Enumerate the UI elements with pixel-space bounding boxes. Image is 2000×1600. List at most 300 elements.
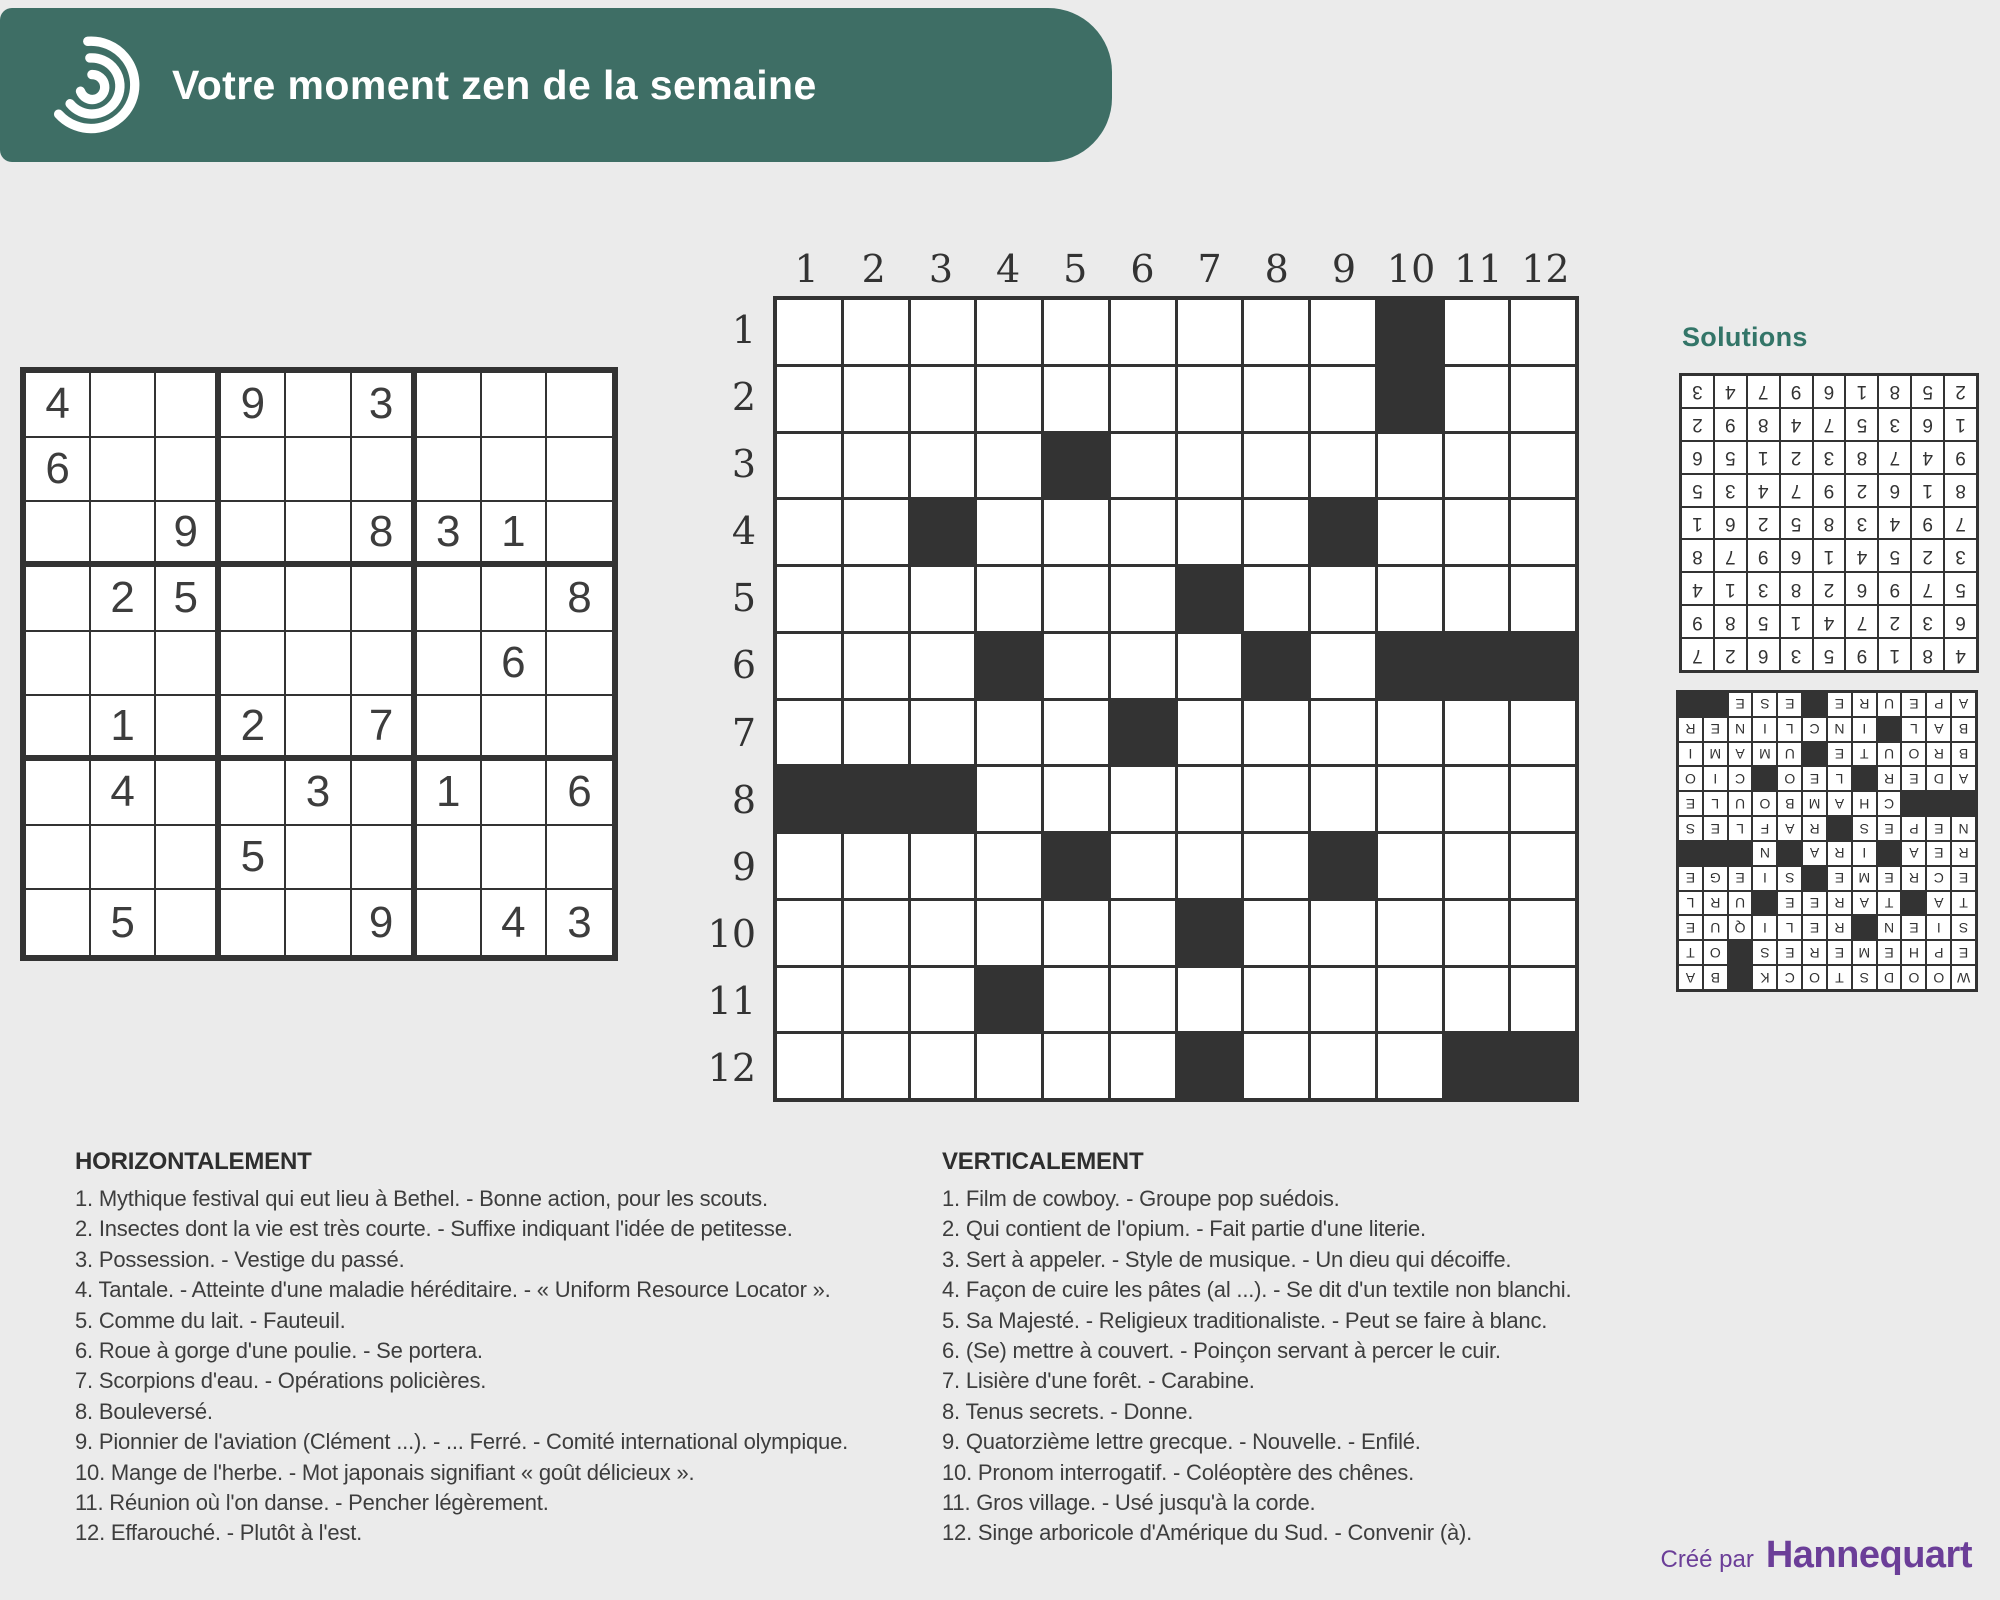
- crossword-cell: [777, 767, 841, 831]
- vertical-clues-list: [942, 1184, 1571, 1549]
- crossword-column-number: 6: [1130, 247, 1155, 291]
- sudoku-cell: [417, 696, 482, 761]
- crossword-cell: [1178, 300, 1242, 364]
- crossword-cell: [777, 1034, 841, 1098]
- sudoku-solution-cell: 3: [1682, 376, 1713, 407]
- crossword-cell: [1311, 300, 1375, 364]
- crossword-row-number: 10: [707, 912, 756, 957]
- sudoku-cell: [417, 632, 482, 697]
- crossword-cell: [1311, 634, 1375, 698]
- crossword-solution-cell: E: [1828, 867, 1851, 890]
- clue-line: 12. Singe arboricole d'Amérique du Sud. - Convenir (à).: [942, 1520, 1473, 1546]
- crossword-cell: [911, 434, 975, 498]
- clue-line: 1. Film de cowboy. - Groupe pop suédois.: [942, 1186, 1340, 1211]
- crossword-cell: [1511, 834, 1575, 898]
- sudoku-cell: [352, 826, 417, 891]
- crossword-solution-cell: U: [1729, 892, 1752, 915]
- crossword-solution-cell: T: [1828, 966, 1851, 989]
- crossword-solution-cell: I: [1754, 867, 1777, 890]
- crossword-cell: [1311, 767, 1375, 831]
- crossword-column-number: 10: [1386, 247, 1436, 291]
- crossword-cell: [1044, 701, 1108, 765]
- crossword-row-number: 3: [731, 441, 756, 486]
- crossword-solution-cell: [1729, 842, 1752, 865]
- sudoku-solution-cell: 5: [1846, 409, 1877, 440]
- crossword-cell: [844, 834, 908, 898]
- sudoku-cell: 6: [26, 438, 91, 503]
- sudoku-cell: [547, 826, 612, 891]
- crossword-solution-cell: I: [1679, 743, 1702, 766]
- sudoku-cell: [286, 567, 351, 632]
- crossword-cell: [1244, 701, 1308, 765]
- sudoku-cell: [286, 438, 351, 503]
- sudoku-cell: [417, 826, 482, 891]
- crossword-solution-cell: S: [1679, 817, 1702, 840]
- crossword-cell: [1311, 567, 1375, 631]
- crossword-solution-cell: E: [1927, 842, 1950, 865]
- sudoku-cell: [156, 438, 221, 503]
- crossword-solution-cell: R: [1828, 842, 1851, 865]
- crossword-solution-cell: E: [1704, 817, 1727, 840]
- sudoku-cell: 6: [482, 632, 547, 697]
- crossword-solution-cell: R: [1803, 817, 1826, 840]
- crossword-solution-cell: S: [1778, 867, 1801, 890]
- crossword-cell: [1244, 367, 1308, 431]
- clue-line: 3. Sert à appeler. - Style de musique. - Un dieu qui décoiffe.: [942, 1246, 1512, 1272]
- sudoku-solution-cell: 6: [1814, 376, 1845, 407]
- crossword-cell: [1244, 567, 1308, 631]
- crossword-row-number: 12: [707, 1046, 756, 1091]
- crossword-solution-cell: A: [1853, 892, 1876, 915]
- crossword-solution-cell: [1828, 817, 1851, 840]
- crossword-cell: [1511, 634, 1575, 698]
- crossword-cell: [1111, 834, 1175, 898]
- crossword-cell: [911, 701, 975, 765]
- crossword-row-number: 1: [731, 307, 756, 352]
- crossword-cell: [1445, 500, 1509, 564]
- crossword-solution-cell: C: [1729, 768, 1752, 791]
- crossword-cell: [977, 968, 1041, 1032]
- crossword-cell: [1311, 434, 1375, 498]
- crossword-solution-cell: E: [1828, 743, 1851, 766]
- crossword-solution-cell: E: [1679, 917, 1702, 940]
- crossword-solution-cell: A: [1952, 768, 1975, 791]
- crossword-solution-cell: U: [1878, 743, 1901, 766]
- sudoku-solution-cell: 7: [1715, 540, 1746, 571]
- crossword-solution-cell: [1952, 792, 1975, 815]
- sudoku-solution-grid-rotated: [1679, 373, 1979, 673]
- sudoku-solution-cell: 8: [1781, 573, 1812, 604]
- sudoku-solution-cell: 5: [1682, 475, 1713, 506]
- sudoku-cell: 2: [221, 696, 286, 761]
- crossword-cell: [844, 767, 908, 831]
- crossword-cell: [911, 1034, 975, 1098]
- sudoku-cell: [352, 567, 417, 632]
- crossword-solution-cell: E: [1952, 867, 1975, 890]
- clue-line: 11. Gros village. - Usé jusqu'à la corde.: [942, 1490, 1316, 1516]
- crossword-cell: [1378, 367, 1442, 431]
- sudoku-cell: 7: [352, 696, 417, 761]
- clue-line: 10. Pronom interrogatif. - Coléoptère des chênes.: [942, 1459, 1415, 1485]
- sudoku-solution-cell: 9: [1912, 508, 1943, 539]
- sudoku-solution-cell: 9: [1682, 606, 1713, 637]
- crossword-solution-cell: U: [1729, 792, 1752, 815]
- sudoku-solution-cell: 2: [1781, 442, 1812, 473]
- crossword-solution-cell: P: [1927, 941, 1950, 964]
- crossword-solution-cell: [1729, 966, 1752, 989]
- crossword-cell: [1311, 500, 1375, 564]
- sudoku-cell: [417, 567, 482, 632]
- crossword-cell: [911, 968, 975, 1032]
- crossword-cell: [1378, 701, 1442, 765]
- crossword-solution-cell: L: [1903, 718, 1926, 741]
- crossword-solution-cell: [1704, 842, 1727, 865]
- sudoku-solution-cell: 1: [1846, 376, 1877, 407]
- crossword-solution-cell: K: [1754, 966, 1777, 989]
- sudoku-solution-cell: 3: [1879, 409, 1910, 440]
- sudoku-solution-cell: 6: [1748, 639, 1779, 670]
- sudoku-cell: 3: [567, 897, 592, 947]
- crossword-cell: [777, 300, 841, 364]
- crossword-cell: [1244, 500, 1308, 564]
- crossword-cell: [1511, 434, 1575, 498]
- sudoku-solution-cell: 8: [1748, 409, 1779, 440]
- crossword-solution-cell: T: [1878, 892, 1901, 915]
- sudoku-cell: [221, 438, 286, 503]
- sudoku-solution-cell: 5: [1912, 376, 1943, 407]
- sudoku-cell: [547, 373, 612, 438]
- crossword-cell: [1111, 367, 1175, 431]
- crossword-cell: [1378, 901, 1442, 965]
- crossword-cell: [1111, 500, 1175, 564]
- sudoku-solution-cell: 2: [1814, 573, 1845, 604]
- crossword-solution-cell: E: [1803, 892, 1826, 915]
- sudoku-solution-cell: 6: [1781, 540, 1812, 571]
- crossword-solution-cell: C: [1778, 966, 1801, 989]
- sudoku-cell: [91, 632, 156, 697]
- sudoku-cell: [417, 438, 482, 503]
- crossword-solution-cell: R: [1878, 768, 1901, 791]
- crossword-solution-grid-rotated: [1676, 690, 1978, 992]
- crossword-solution-cell: L: [1729, 817, 1752, 840]
- crossword-puzzle-grid: [773, 296, 1579, 1102]
- crossword-solution-cell: E: [1729, 693, 1752, 716]
- crossword-cell: [1378, 834, 1442, 898]
- crossword-solution-cell: N: [1729, 718, 1752, 741]
- sudoku-cell: [482, 761, 547, 826]
- crossword-solution-cell: [1754, 768, 1777, 791]
- crossword-cell: [1178, 634, 1242, 698]
- crossword-cell: [1511, 1034, 1575, 1098]
- crossword-cell: [1511, 300, 1575, 364]
- sudoku-solution-cell: 9: [1945, 442, 1976, 473]
- sudoku-cell: 3: [286, 761, 351, 826]
- sudoku-cell: 4: [482, 890, 547, 955]
- sudoku-cell: [26, 696, 91, 761]
- sudoku-solution-cell: 1: [1879, 639, 1910, 670]
- clue-line: 6. (Se) mettre à couvert. - Poinçon servant à percer le cuir.: [942, 1338, 1501, 1364]
- crossword-row-number: 4: [731, 509, 756, 554]
- clue-line: 9. Pionnier de l'aviation (Clément ...). - ... Ferré. - Comité international olympique.: [75, 1429, 849, 1455]
- sudoku-cell: [156, 890, 221, 955]
- crossword-cell: [1111, 701, 1175, 765]
- crossword-row-number: 11: [707, 979, 756, 1024]
- sudoku-solution-cell: 8: [1814, 508, 1845, 539]
- crossword-solution-cell: L: [1778, 718, 1801, 741]
- crossword-cell: [1511, 567, 1575, 631]
- crossword-solution-cell: U: [1704, 917, 1727, 940]
- clue-line: 7. Scorpions d'eau. - Opérations policières.: [75, 1368, 487, 1394]
- crossword-cell: [1311, 1034, 1375, 1098]
- clue-line: 2. Insectes dont la vie est très courte. - Suffixe indiquant l'idée de petitesse.: [75, 1216, 793, 1242]
- sudoku-cell: [286, 826, 351, 891]
- crossword-cell: [1445, 1034, 1509, 1098]
- crossword-column-numbers: [773, 232, 1579, 291]
- sudoku-solution-cell: 7: [1748, 376, 1779, 407]
- crossword-solution-cell: H: [1853, 792, 1876, 815]
- crossword-cell: [1311, 901, 1375, 965]
- crossword-solution-cell: M: [1704, 743, 1727, 766]
- sudoku-solution-cell: 6: [1945, 606, 1976, 637]
- crossword-solution-cell: R: [1679, 718, 1702, 741]
- crossword-solution-cell: [1853, 917, 1876, 940]
- crossword-cell: [1178, 701, 1242, 765]
- crossword-solution-cell: S: [1853, 817, 1876, 840]
- crossword-cell: [977, 567, 1041, 631]
- crossword-cell: [911, 300, 975, 364]
- crossword-cell: [977, 300, 1041, 364]
- crossword-solution-cell: A: [1778, 817, 1801, 840]
- crossword-solution-cell: M: [1803, 792, 1826, 815]
- crossword-cell: [1044, 500, 1108, 564]
- crossword-cell: [1178, 500, 1242, 564]
- crossword-solution-cell: R: [1903, 867, 1926, 890]
- crossword-cell: [844, 901, 908, 965]
- crossword-row-numbers: [698, 296, 756, 1102]
- crossword-cell: [1244, 434, 1308, 498]
- crossword-cell: [1378, 1034, 1442, 1098]
- sudoku-cell: 2: [91, 567, 156, 632]
- crossword-solution-cell: L: [1679, 892, 1702, 915]
- sudoku-cell: [482, 438, 547, 503]
- sudoku-solution-cell: 2: [1748, 508, 1779, 539]
- crossword-solution-cell: E: [1903, 693, 1926, 716]
- sudoku-cell: [286, 890, 351, 955]
- crossword-cell: [1044, 767, 1108, 831]
- sudoku-solution-cell: 4: [1846, 540, 1877, 571]
- sudoku-solution-cell: 1: [1715, 573, 1746, 604]
- crossword-cell: [1378, 300, 1442, 364]
- crossword-solution-cell: S: [1754, 941, 1777, 964]
- sudoku-solution-cell: 2: [1945, 376, 1976, 407]
- sudoku-cell: [547, 502, 612, 567]
- crossword-column-number: 12: [1521, 247, 1570, 291]
- sudoku-solution-cell: 7: [1846, 606, 1877, 637]
- sudoku-solution-cell: 4: [1879, 508, 1910, 539]
- crossword-cell: [1445, 634, 1509, 698]
- crossword-solution-cell: D: [1927, 768, 1950, 791]
- crossword-solution-cell: [1704, 693, 1727, 716]
- crossword-solution-cell: N: [1754, 842, 1777, 865]
- clue-line: 6. Roue à gorge d'une poulie. - Se portera.: [75, 1338, 483, 1364]
- crossword-solution-cell: [1878, 842, 1901, 865]
- crossword-solution-cell: [1679, 693, 1702, 716]
- crossword-solution-cell: E: [1828, 941, 1851, 964]
- sudoku-cell: [91, 826, 156, 891]
- vertical-clues-title: VERTICALEMENT: [942, 1148, 1144, 1175]
- crossword-solution-cell: A: [1903, 842, 1926, 865]
- crossword-cell: [1178, 367, 1242, 431]
- clue-line: 2. Qui contient de l'opium. - Fait partie d'une literie.: [942, 1216, 1426, 1242]
- crossword-solution-cell: I: [1754, 718, 1777, 741]
- crossword-solution-cell: N: [1828, 718, 1851, 741]
- crossword-cell: [844, 968, 908, 1032]
- crossword-cell: [1044, 367, 1108, 431]
- clue-line: 8. Bouleversé.: [75, 1398, 213, 1424]
- crossword-cell: [1378, 634, 1442, 698]
- sudoku-cell: [482, 567, 547, 632]
- crossword-solution-cell: E: [1778, 693, 1801, 716]
- crossword-cell: [1178, 434, 1242, 498]
- crossword-solution-cell: M: [1853, 867, 1876, 890]
- sudoku-cell: [286, 373, 351, 438]
- sudoku-solution-cell: 2: [1846, 475, 1877, 506]
- crossword-cell: [1178, 767, 1242, 831]
- crossword-cell: [1044, 1034, 1108, 1098]
- crossword-cell: [1378, 434, 1442, 498]
- crossword-solution-cell: R: [1704, 892, 1727, 915]
- sudoku-solution-cell: 4: [1912, 442, 1943, 473]
- sudoku-solution-cell: 8: [1682, 540, 1713, 571]
- crossword-solution-cell: E: [1704, 718, 1727, 741]
- crossword-row-number: 5: [731, 576, 756, 621]
- crossword-cell: [1044, 300, 1108, 364]
- crossword-cell: [1378, 500, 1442, 564]
- crossword-cell: [1044, 901, 1108, 965]
- sudoku-cell: 3: [352, 373, 417, 438]
- sudoku-cell: [156, 826, 221, 891]
- sudoku-solution-cell: 1: [1748, 442, 1779, 473]
- crossword-solution-cell: R: [1927, 743, 1950, 766]
- crossword-solution-cell: R: [1952, 842, 1975, 865]
- crossword-cell: [1244, 300, 1308, 364]
- crossword-solution-cell: [1754, 892, 1777, 915]
- sudoku-cell: 9: [352, 890, 417, 955]
- crossword-solution-cell: T: [1679, 941, 1702, 964]
- sudoku-solution-cell: 7: [1945, 508, 1976, 539]
- crossword-cell: [844, 701, 908, 765]
- sudoku-solution-cell: 6: [1715, 508, 1746, 539]
- crossword-row-number: 8: [731, 777, 756, 822]
- sudoku-cell: [26, 632, 91, 697]
- crossword-solution-cell: I: [1927, 917, 1950, 940]
- crossword-column-number: 4: [995, 247, 1021, 291]
- crossword-cell: [1178, 1034, 1242, 1098]
- sudoku-cell: [26, 761, 91, 826]
- sudoku-cell: 6: [547, 761, 612, 826]
- crossword-column-number: 11: [1454, 247, 1503, 291]
- sudoku-puzzle-grid: [20, 367, 618, 961]
- crossword-cell: [1111, 567, 1175, 631]
- sudoku-cell: 4: [91, 761, 156, 826]
- crossword-cell: [1111, 634, 1175, 698]
- sudoku-cell: [26, 502, 91, 567]
- sudoku-solution-cell: 5: [1879, 540, 1910, 571]
- sudoku-solution-cell: 3: [1748, 573, 1779, 604]
- crossword-solution-cell: B: [1952, 743, 1975, 766]
- crossword-cell: [777, 500, 841, 564]
- crossword-row-number: 2: [731, 374, 756, 419]
- crossword-solution-cell: G: [1704, 867, 1727, 890]
- sudoku-solution-cell: 3: [1715, 475, 1746, 506]
- crossword-cell: [1111, 767, 1175, 831]
- crossword-solution-cell: E: [1878, 867, 1901, 890]
- sudoku-cell: 8: [352, 502, 417, 567]
- clue-line: 9. Quatorzième lettre grecque. - Nouvelle. - Enfilé.: [942, 1429, 1421, 1455]
- sudoku-cell: [482, 696, 547, 761]
- crossword-solution-cell: R: [1828, 892, 1851, 915]
- crossword-cell: [1311, 834, 1375, 898]
- crossword-solution-cell: Q: [1729, 917, 1752, 940]
- crossword-solution-cell: L: [1778, 917, 1801, 940]
- crossword-cell: [1044, 434, 1108, 498]
- crossword-solution-cell: O: [1927, 966, 1950, 989]
- sudoku-solution-cell: 5: [1781, 508, 1812, 539]
- solutions-title: Solutions: [1682, 322, 1808, 352]
- crossword-cell: [1244, 1034, 1308, 1098]
- crossword-cell: [977, 767, 1041, 831]
- crossword-solution-cell: [1679, 842, 1702, 865]
- crossword-solution-cell: E: [1803, 768, 1826, 791]
- sudoku-solution-cell: 5: [1945, 573, 1976, 604]
- crossword-solution-cell: O: [1704, 941, 1727, 964]
- crossword-solution-cell: [1778, 842, 1801, 865]
- crossword-cell: [1311, 968, 1375, 1032]
- crossword-cell: [1511, 367, 1575, 431]
- crossword-solution-cell: D: [1878, 966, 1901, 989]
- sudoku-solution-cell: 2: [1715, 639, 1746, 670]
- crossword-cell: [1044, 567, 1108, 631]
- crossword-solution-cell: [1878, 718, 1901, 741]
- sudoku-solution-cell: 5: [1814, 639, 1845, 670]
- crossword-solution-cell: E: [1952, 941, 1975, 964]
- sudoku-solution-cell: 8: [1912, 639, 1943, 670]
- clue-line: 8. Tenus secrets. - Donne.: [942, 1398, 1194, 1424]
- crossword-solution-cell: B: [1778, 792, 1801, 815]
- crossword-cell: [1111, 968, 1175, 1032]
- crossword-cell: [844, 300, 908, 364]
- sudoku-cell: 5: [221, 826, 286, 891]
- crossword-cell: [1378, 767, 1442, 831]
- crossword-solution-cell: E: [1878, 941, 1901, 964]
- crossword-cell: [977, 1034, 1041, 1098]
- crossword-cell: [844, 567, 908, 631]
- crossword-cell: [977, 834, 1041, 898]
- credit-prefix: Créé par: [1660, 1546, 1754, 1573]
- crossword-solution-cell: O: [1903, 966, 1926, 989]
- crossword-solution-cell: L: [1828, 768, 1851, 791]
- sudoku-solution-cell: 2: [1682, 409, 1713, 440]
- crossword-cell: [977, 701, 1041, 765]
- sudoku-cell: 1: [91, 696, 156, 761]
- sudoku-solution-cell: 2: [1879, 606, 1910, 637]
- sudoku-cell: [91, 502, 156, 567]
- sudoku-solution-cell: 5: [1715, 442, 1746, 473]
- sudoku-cell: [352, 761, 417, 826]
- crossword-cell: [1511, 901, 1575, 965]
- sudoku-solution-cell: 8: [1715, 606, 1746, 637]
- crossword-solution-cell: E: [1679, 792, 1702, 815]
